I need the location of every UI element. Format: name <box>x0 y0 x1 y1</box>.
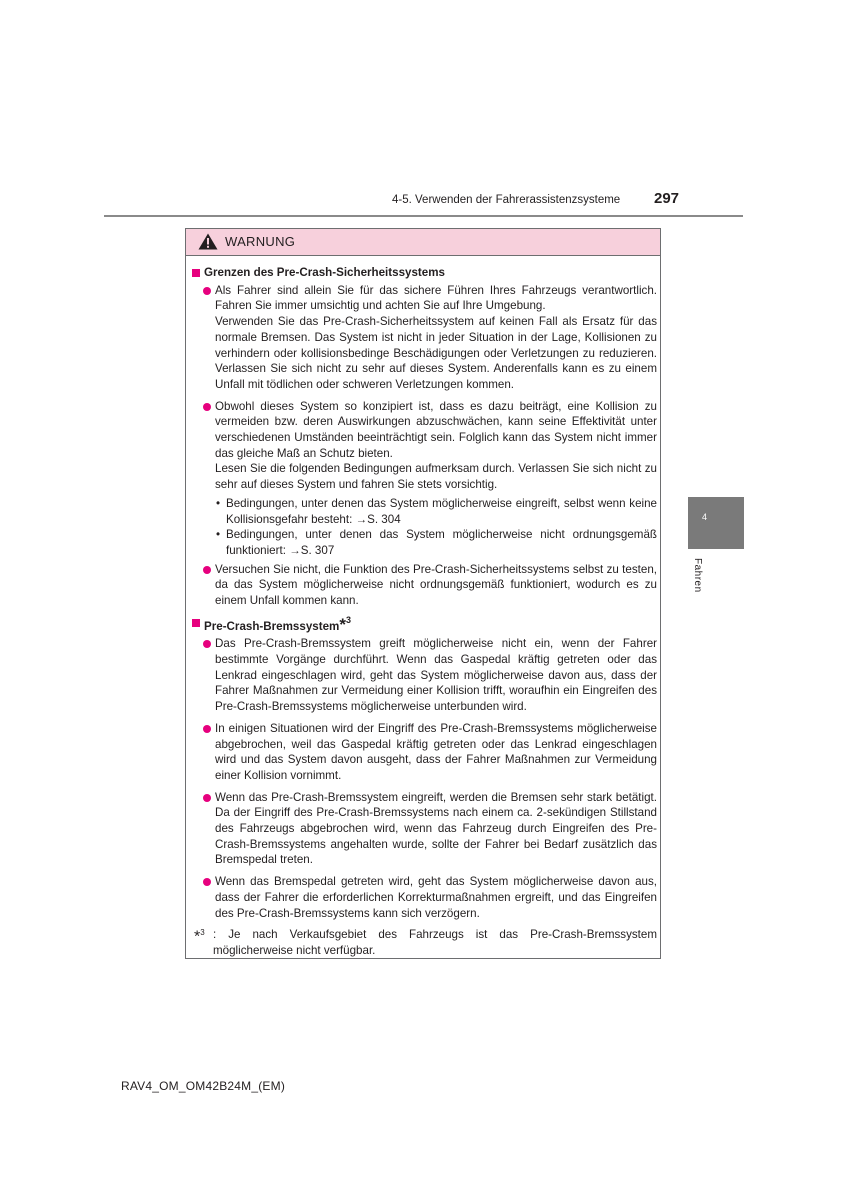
page-number: 297 <box>654 190 680 207</box>
list-item <box>189 790 657 869</box>
sub-list-item: • Bedingungen, unter denen das System möglicherweise eingreift, selbst wenn keine Kollisionsgefahr besteht: →S. 304 <box>216 496 657 526</box>
warning-box <box>185 228 661 959</box>
chapter-tab <box>688 497 744 549</box>
section-heading: Pre-Crash-Bremssystem*$^3$ <box>189 615 657 635</box>
item-paragraph: Lesen Sie die folgenden Bedingungen aufmerksam durch. Verlassen Sie sich nicht zu sehr auf dieses System und fahren Sie stets vorsichtig. <box>215 462 657 492</box>
warning-title: WARNUNG <box>225 234 296 249</box>
list-item <box>189 283 657 393</box>
item-paragraph: Das Pre-Crash-Bremssystem greift möglicherweise nicht ein, wenn der Fahrer bestimmte Vorgänge durchführt. Wenn das Gaspedal kräftig getreten oder das Lenkrad eingeschlagen wird, geht das System möglicherweise davon aus, dass der Fahrer Maßnahmen zur Vermeidung einer Kollision trifft, woraufhin ein Eingreifen des Pre-Crash-Bremssystems möglicherweise unterbunden wird. <box>215 637 657 714</box>
square-bullet-icon <box>192 619 200 627</box>
warning-body <box>189 265 657 959</box>
list-item <box>189 874 657 921</box>
sub-list <box>189 496 657 559</box>
item-paragraph: Als Fahrer sind allein Sie für das sichere Führen Ihres Fahrzeugs verantwortlich. Fahren Sie immer umsichtig und achten Sie auf Ihre Umgebung. <box>215 283 657 313</box>
sub-list-item: • Bedingungen, unter denen das System möglicherweise nicht ordnungsgemäß funktioniert: →S. 307 <box>216 528 657 557</box>
warning-triangle-icon <box>198 233 218 250</box>
item-paragraph: Wenn das Pre-Crash-Bremssystem eingreift, werden die Bremsen sehr stark betätigt. Da der Eingriff des Pre-Crash-Bremssystems nach einem ca. 2-sekündigen Stillstand des Fahrzeugs abgebrochen wird, wenn das Fahrzeug durch Eingreifen des Pre-Crash-Bremssystems angehalten wurde, sollte der Fahrer bei Bedarf zusätzlich das Bremspedal treten. <box>215 790 657 867</box>
chapter-number: 4 <box>702 512 708 522</box>
document-code: RAV4_OM_OM42B24M_(EM) <box>121 1079 286 1093</box>
item-paragraph: Obwohl dieses System so konzipiert ist, dass es dazu beiträgt, eine Kollision zu vermeiden bzw. deren Auswirkungen abzuschwächen, kann seine Effektivität unter verschiedenen Umständen beeinträchtigt sein. Folglich kann das System nicht immer das gleiche Maß an Schutz bieten. <box>215 399 657 460</box>
list-item <box>189 636 657 715</box>
chapter-label: Fahren <box>692 558 703 593</box>
footnote-marker: * <box>339 614 346 634</box>
square-bullet-icon <box>192 269 200 277</box>
round-bullet-icon <box>203 403 211 411</box>
warning-header <box>186 229 660 256</box>
list-item <box>189 399 657 493</box>
round-bullet-icon <box>203 725 211 733</box>
footnote-marker: *$^3$ <box>194 928 205 946</box>
list-item <box>189 721 657 784</box>
section-heading: Grenzen des Pre-Crash-Sicherheitssystems <box>189 265 657 281</box>
item-paragraph: Wenn das Bremspedal getreten wird, geht das System möglicherweise davon aus, dass der Fahrer die erforderlichen Korrekturmaßnahmen ergreift, und das Eingreifen des Pre-Crash-Bremssystems kann sich verzögern. <box>215 875 657 920</box>
footnote <box>189 927 657 958</box>
header-divider <box>104 215 743 217</box>
item-paragraph: Versuchen Sie nicht, die Funktion des Pre-Crash-Sicherheitssystems selbst zu testen, da das System möglicherweise nicht ordnungsgemäß funktioniert, wodurch es zu einem Unfall kommen kann. <box>215 562 657 608</box>
item-paragraph: Verwenden Sie das Pre-Crash-Sicherheitssystem auf keinen Fall als Ersatz für das normale Bremsen. Das System ist nicht in jeder Situation in der Lage, Kollisionen zu verhindern oder kollisionsbedinge Beschädigungen oder Verletzungen zu reduzieren. Verlassen Sie sich nicht zu sehr auf dieses System. Anderenfalls kann es zu einem Unfall mit tödlichen oder schweren Verletzungen kommen. <box>215 315 657 391</box>
round-bullet-icon <box>203 794 211 802</box>
header-section-title: 4-5. Verwenden der Fahrerassistenzsysteme <box>392 194 621 206</box>
footnote-number: 3 <box>345 614 351 625</box>
item-paragraph: In einigen Situationen wird der Eingriff des Pre-Crash-Bremssystems möglicherweise abgebrochen, weil das Gaspedal kräftig getreten oder das Lenkrad eingeschlagen wird und das System davon ausgeht, dass der Fahrer Maßnahmen zur Vermeidung einer Kollision vornimmt. <box>215 721 657 782</box>
round-bullet-icon <box>203 878 211 886</box>
round-bullet-icon <box>203 566 211 574</box>
round-bullet-icon <box>203 287 211 295</box>
round-bullet-icon <box>203 640 211 648</box>
footnote-text: : Je nach Verkaufsgebiet des Fahrzeugs ist das Pre-Crash-Bremssystem möglicherweise nicht verfügbar. <box>213 928 657 957</box>
list-item <box>189 562 657 609</box>
